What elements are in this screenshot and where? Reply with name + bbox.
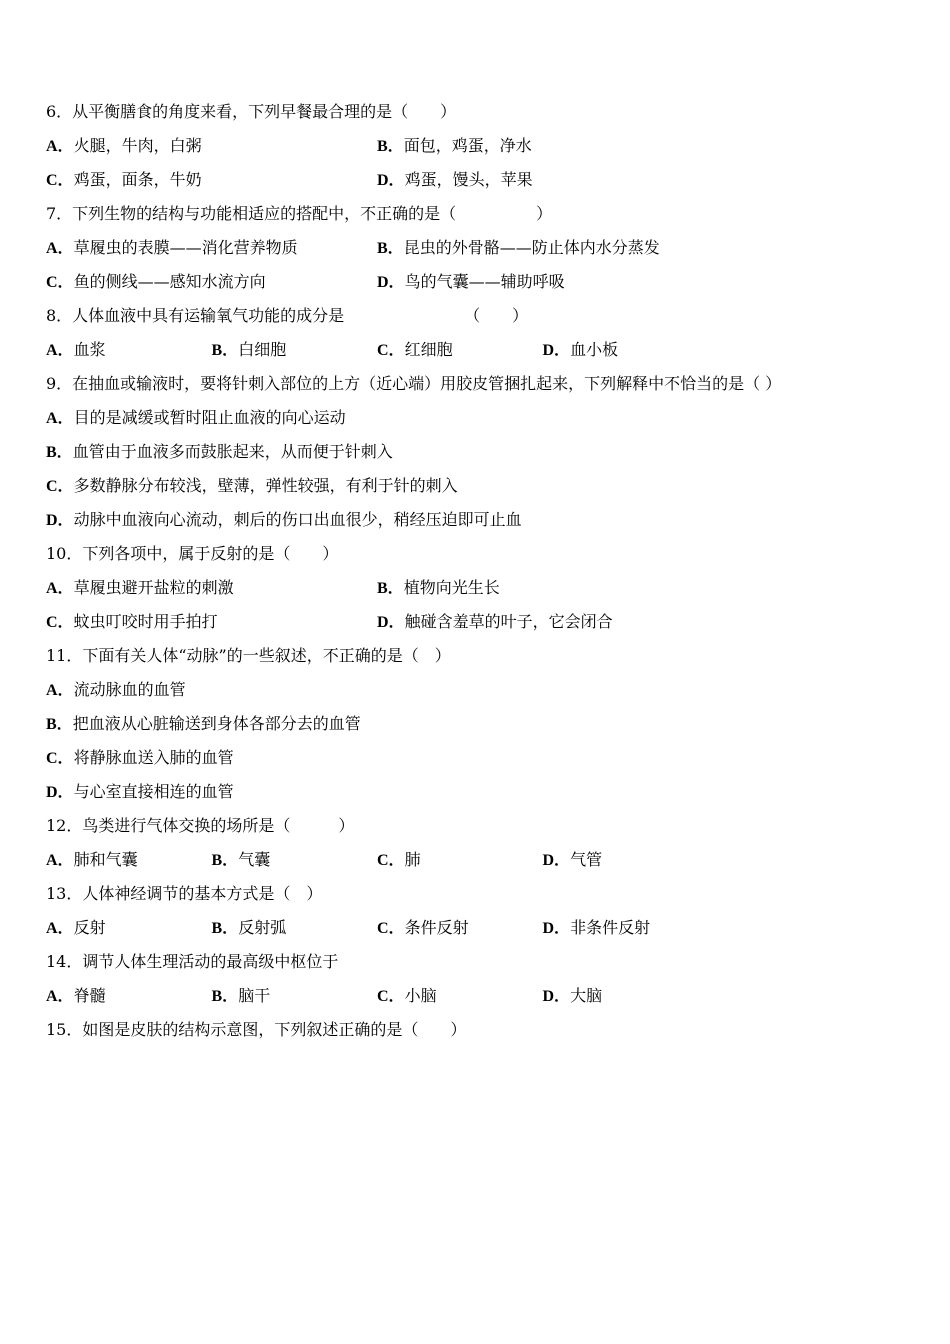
option-d: [46, 503, 522, 538]
option-letter: B．: [211, 342, 239, 359]
option-c: [46, 605, 377, 640]
option-row: [46, 775, 234, 809]
question-stem: 6．从平衡膳食的角度来看，下列早餐最合理的是（ ）: [46, 102, 457, 121]
option-letter: A．: [46, 920, 74, 937]
option-text: 动脉中血液向心流动，刺后的伤口出血很少，稍经压迫即可止血: [73, 510, 522, 529]
option-text: 气管: [570, 850, 603, 869]
option-text: 血管由于血液多而鼓胀起来，从而便于针刺入: [72, 442, 393, 461]
option-letter: A．: [46, 852, 74, 869]
option-row: [46, 843, 708, 877]
option-row: [46, 911, 708, 945]
option-d: [377, 605, 708, 640]
option-row: [46, 469, 458, 503]
option-c: [46, 741, 234, 776]
option-letter: C．: [377, 852, 405, 869]
option-c: [46, 469, 458, 504]
option-text: 面包，鸡蛋，净水: [403, 136, 532, 155]
option-row: [46, 741, 234, 775]
question-stem: 13．人体神经调节的基本方式是（ ）: [46, 884, 323, 903]
option-row: [46, 333, 708, 367]
option-a: [46, 843, 212, 878]
option-row: [46, 707, 361, 741]
option-text: 反射: [73, 918, 106, 937]
option-text: 肺和气囊: [73, 850, 138, 869]
option-text: 将静脉血送入肺的血管: [73, 748, 234, 767]
question-stem: 8．人体血液中具有运输氧气功能的成分是 （ ）: [46, 306, 529, 325]
option-row: [46, 401, 346, 435]
option-b: [212, 843, 378, 878]
option-text: 鸡蛋，面条，牛奶: [73, 170, 202, 189]
option-a: [46, 401, 346, 436]
option-letter: D．: [542, 920, 571, 937]
option-b: [377, 571, 708, 606]
option-row: [46, 231, 708, 265]
option-text: 多数静脉分布较浅，壁薄，弹性较强，有利于针的刺入: [73, 476, 458, 495]
question-stem: 11．下面有关人体“动脉”的一些叙述，不正确的是（ ）: [46, 646, 451, 665]
option-text: 脊髓: [73, 986, 106, 1005]
option-text: 火腿，牛肉，白粥: [73, 136, 202, 155]
option-a: [46, 333, 212, 368]
option-text: 气囊: [238, 850, 271, 869]
option-row: [46, 979, 708, 1013]
option-text: 红细胞: [404, 340, 453, 359]
option-b: [46, 707, 361, 742]
option-letter: B．: [377, 240, 404, 257]
option-text: 脑干: [238, 986, 271, 1005]
option-letter: D．: [377, 274, 405, 291]
option-d: [377, 265, 708, 300]
option-row: [46, 163, 708, 197]
option-a: [46, 979, 212, 1014]
option-c: [377, 911, 543, 946]
option-d: [543, 911, 709, 946]
option-letter: D．: [46, 784, 74, 801]
option-b: [212, 333, 378, 368]
option-row: [46, 571, 708, 605]
option-letter: C．: [46, 478, 74, 495]
option-row: [46, 435, 393, 469]
option-text: 条件反射: [404, 918, 469, 937]
option-letter: A．: [46, 580, 74, 597]
option-text: 非条件反射: [570, 918, 651, 937]
option-letter: B．: [377, 580, 404, 597]
option-letter: A．: [46, 138, 74, 155]
option-letter: A．: [46, 410, 74, 427]
option-text: 白细胞: [238, 340, 287, 359]
option-letter: C．: [377, 342, 405, 359]
option-a: [46, 673, 186, 708]
option-letter: D．: [46, 512, 74, 529]
option-b: [212, 979, 378, 1014]
option-letter: D．: [542, 852, 571, 869]
question-stem: 7．下列生物的结构与功能相适应的搭配中，不正确的是（ ）: [46, 204, 553, 223]
option-c: [46, 265, 377, 300]
option-c: [377, 979, 543, 1014]
option-text: 大脑: [570, 986, 603, 1005]
option-letter: B．: [46, 716, 73, 733]
option-d: [543, 979, 709, 1014]
option-text: 血小板: [570, 340, 619, 359]
option-a: [46, 571, 377, 606]
option-letter: A．: [46, 240, 74, 257]
option-row: [46, 129, 708, 163]
option-d: [377, 163, 708, 198]
option-text: 与心室直接相连的血管: [73, 782, 234, 801]
option-c: [46, 163, 377, 198]
option-a: [46, 231, 377, 266]
option-letter: D．: [542, 342, 571, 359]
option-b: [212, 911, 378, 946]
option-letter: B．: [211, 920, 239, 937]
option-letter: C．: [46, 274, 74, 291]
option-letter: B．: [211, 852, 239, 869]
option-text: 鸟的气囊——辅助呼吸: [404, 272, 565, 291]
option-c: [377, 843, 543, 878]
option-row: [46, 605, 708, 639]
option-row: [46, 673, 186, 707]
option-letter: A．: [46, 988, 74, 1005]
option-text: 血浆: [73, 340, 106, 359]
option-text: 草履虫的表膜——消化营养物质: [73, 238, 298, 257]
option-letter: B．: [211, 988, 239, 1005]
option-letter: C．: [46, 750, 74, 767]
question-stem: 12．鸟类进行气体交换的场所是（ ）: [46, 816, 355, 835]
option-a: [46, 129, 377, 164]
option-b: [377, 231, 708, 266]
option-text: 肺: [404, 850, 421, 869]
question-stem: 14．调节人体生理活动的最高级中枢位于: [46, 952, 339, 971]
option-row: [46, 265, 708, 299]
option-letter: D．: [377, 172, 405, 189]
option-text: 鱼的侧线——感知水流方向: [73, 272, 266, 291]
option-text: 鸡蛋，馒头，苹果: [404, 170, 533, 189]
option-text: 触碰含羞草的叶子，它会闭合: [404, 612, 613, 631]
option-a: [46, 911, 212, 946]
option-letter: B．: [46, 444, 73, 461]
option-row: [46, 503, 522, 537]
question-stem: 9．在抽血或输液时，要将针刺入部位的上方（近心端）用胶皮管捆扎起来，下列解释中不恰当的是（ ）: [46, 374, 782, 393]
option-letter: C．: [377, 920, 405, 937]
option-text: 流动脉血的血管: [73, 680, 186, 699]
option-d: [46, 775, 234, 810]
option-b: [377, 129, 708, 164]
option-text: 草履虫避开盐粒的刺激: [73, 578, 234, 597]
option-d: [543, 333, 709, 368]
option-text: 目的是减缓或暂时阻止血液的向心运动: [73, 408, 346, 427]
option-d: [543, 843, 709, 878]
option-letter: A．: [46, 342, 74, 359]
option-letter: A．: [46, 682, 74, 699]
option-letter: C．: [46, 614, 74, 631]
option-b: [46, 435, 393, 470]
option-text: 反射弧: [238, 918, 287, 937]
option-letter: C．: [377, 988, 405, 1005]
option-letter: D．: [377, 614, 405, 631]
question-stem: 10．下列各项中，属于反射的是（ ）: [46, 544, 339, 563]
option-letter: C．: [46, 172, 74, 189]
option-text: 小脑: [404, 986, 437, 1005]
option-letter: B．: [377, 138, 404, 155]
option-text: 把血液从心脏输送到身体各部分去的血管: [72, 714, 361, 733]
question-stem: 15．如图是皮肤的结构示意图，下列叙述正确的是（ ）: [46, 1020, 467, 1039]
option-text: 蚊虫叮咬时用手拍打: [73, 612, 218, 631]
option-c: [377, 333, 543, 368]
option-text: 昆虫的外骨骼——防止体内水分蒸发: [403, 238, 660, 257]
option-letter: D．: [542, 988, 571, 1005]
option-text: 植物向光生长: [403, 578, 500, 597]
